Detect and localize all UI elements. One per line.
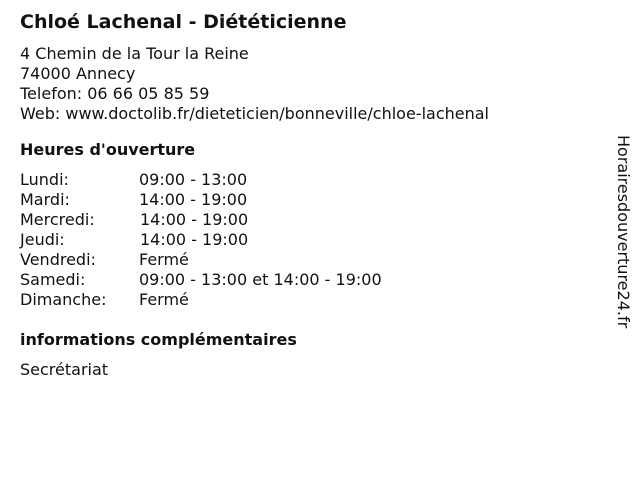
hours-day-label: Mercredi: <box>20 210 95 229</box>
phone-line: Telefon: 06 66 05 85 59 <box>20 84 210 103</box>
hours-day-label: Samedi: <box>20 270 86 289</box>
address-line-1: 4 Chemin de la Tour la Reine <box>20 44 249 63</box>
web-line: Web: www.doctolib.fr/dieteticien/bonneville/chloe-lachenal <box>20 104 489 123</box>
hours-row-wednesday <box>20 210 600 230</box>
hours-day-value: Fermé <box>139 250 189 269</box>
additional-info-heading: informations complémentaires <box>20 330 297 349</box>
hours-row-friday <box>20 250 600 270</box>
business-card <box>20 9 600 380</box>
hours-day-value: 09:00 - 13:00 et 14:00 - 19:00 <box>139 270 382 289</box>
hours-row-sunday <box>20 290 600 310</box>
additional-info-text: Secrétariat <box>20 360 109 379</box>
hours-day-value: 09:00 - 13:00 <box>139 170 248 189</box>
hours-day-value: Fermé <box>139 290 189 309</box>
address-line-2: 74000 Annecy <box>20 64 136 83</box>
hours-day-label: Lundi: <box>20 170 69 189</box>
business-name: Chloé Lachenal - Diététicienne <box>20 11 347 33</box>
hours-row-tuesday <box>20 190 600 210</box>
hours-day-label: Mardi: <box>20 190 70 209</box>
hours-day-label: Dimanche: <box>20 290 107 309</box>
hours-row-saturday <box>20 270 600 290</box>
opening-hours-heading: Heures d'ouverture <box>20 140 196 159</box>
hours-day-label: Vendredi: <box>20 250 96 269</box>
hours-day-value: 14:00 - 19:00 <box>139 190 248 209</box>
site-watermark: Horairesdouverture24.fr <box>614 135 633 329</box>
hours-day-value: 14:00 - 19:00 <box>140 210 249 229</box>
hours-day-value: 14:00 - 19:00 <box>140 230 249 249</box>
hours-row-thursday <box>20 230 600 250</box>
hours-day-label: Jeudi: <box>20 230 65 249</box>
opening-hours-table <box>20 170 600 310</box>
hours-row-monday <box>20 170 600 190</box>
